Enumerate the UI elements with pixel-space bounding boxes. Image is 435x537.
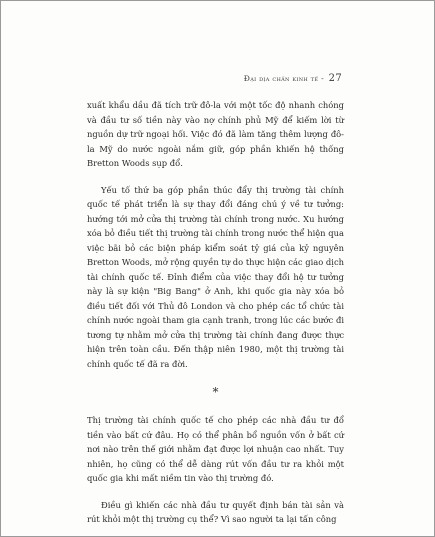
- running-head: [244, 73, 342, 84]
- running-head-separator: -: [321, 74, 324, 83]
- section-break: *: [212, 385, 219, 399]
- paragraph-1: xuất khẩu dầu đã tích trữ đô-la với một tốc độ nhanh chóng và đầu tư số tiền này vào nợ chính phủ Mỹ để kiếm lời từ nguồn dự trữ ngoại hối. Việc đó đã làm tăng thêm lượng đô-la Mỹ do nước ngoài nắm giữ, góp phần khiến hệ thống Bretton Woods sụp đổ.: [87, 100, 344, 168]
- running-head-title: Đại dịa chấn kinh tế: [243, 74, 319, 83]
- page-number: 27: [328, 73, 342, 84]
- paragraph-3: Thị trường tài chính quốc tế cho phép các nhà đầu tư đổ tiền vào bất cứ đâu. Họ có thể phân bổ nguồn vốn ở bất cứ nơi nào trên thế giới nhằm đạt được lợi nhuận cao nhất. Tuy nhiên, họ cũng có thể dễ dàng rút vốn đầu tư ra khỏi một quốc gia khi mất niềm tin vào thị trường đó.: [87, 415, 344, 483]
- page-body: [87, 98, 344, 527]
- paragraph-4: Điều gì khiến các nhà đầu tư quyết định bán tài sản và rút khỏi một thị trường cụ thể? Vì sao người ta lại tấn công: [87, 499, 344, 524]
- paragraph-2: Yếu tố thứ ba góp phần thúc đẩy thị trường tài chính quốc tế phát triển là sự thay đổi đáng chú ý về tư tưởng: hướng tới mở cửa thị trường tài chính trong nước. Xu hướng xóa bỏ điều tiết thị trường tài chính trong nước thể hiện qua việc bãi bỏ các biện pháp kiểm soát tỷ giá của kỷ nguyên Bretton Woods, mở rộng quyền tự do thực hiện các giao dịch tài chính quốc tế. Đỉnh điểm của việc thay đổi hệ tư tưởng này là sự kiện "Big Bang" ở Anh, khi quốc gia này xóa bỏ điều tiết đối với Thủ đô London và cho phép các tổ chức tài chính nước ngoài tham gia cạnh tranh, trong lúc các bước đi tương tự nhằm mở cửa thị trường tài chính đang được thực hiện trên toàn cầu. Đến thập niên 1980, một thị trường tài chính quốc tế đã ra đời.: [87, 184, 344, 369]
